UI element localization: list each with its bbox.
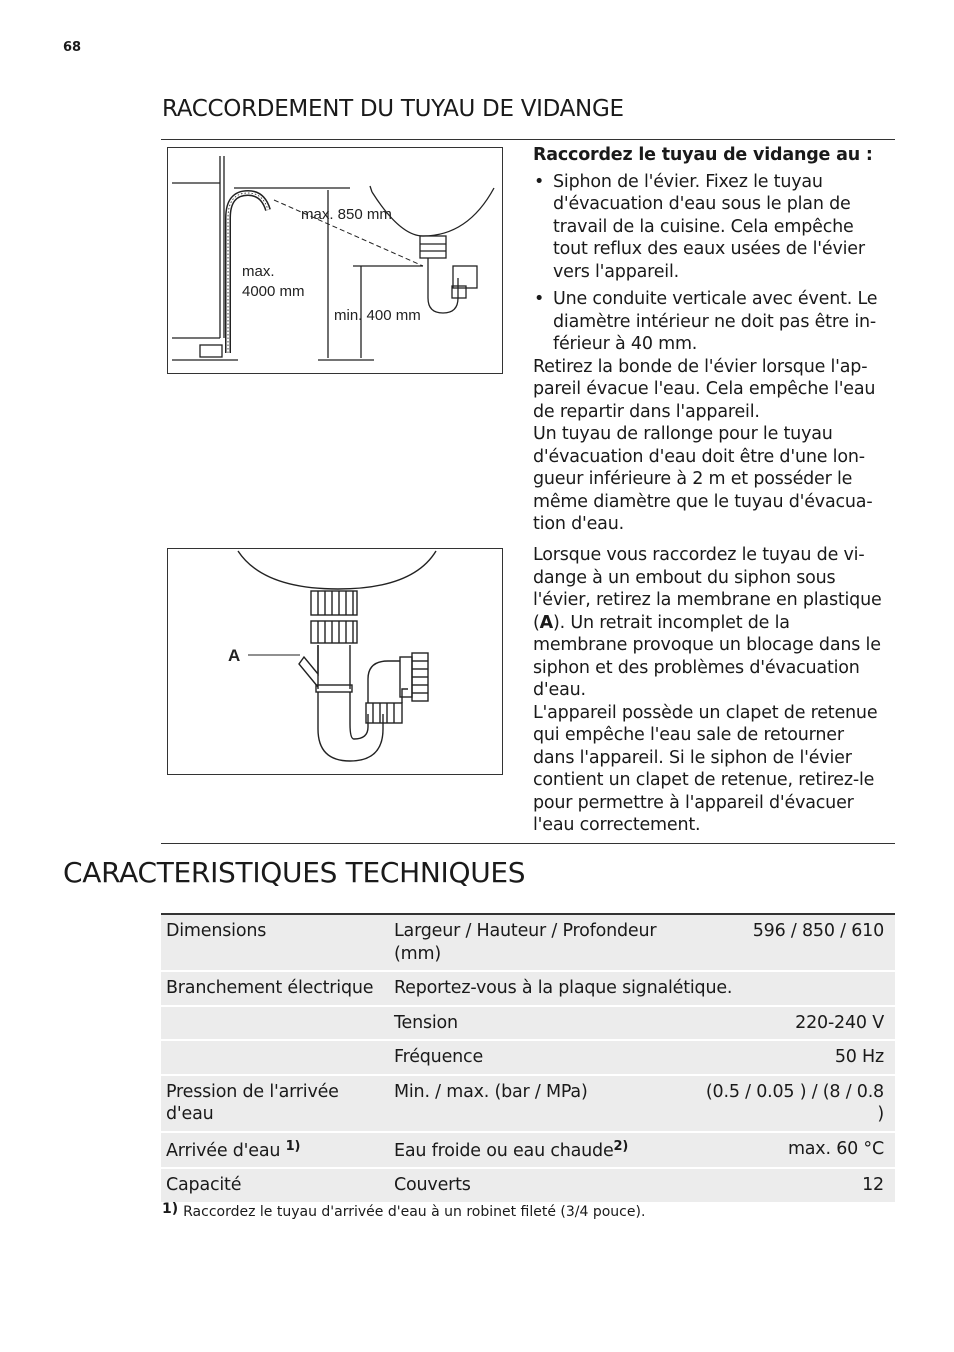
label-min-400: min. 400 mm — [334, 307, 421, 324]
label-max-4000-line2: 4000 mm — [242, 283, 305, 300]
paragraph-membrane: Lorsque vous raccordez le tuyau de vidange à un embout du siphon sous l'évier, retirez la membrane en plastique (A). Un retrait incomplet de la membrane provoque un blocage dans le siphon et des problèmes d'évacuation d'eau. — [533, 545, 882, 700]
table-row: Pression de l'arrivée d'eau Min. / max. (bar / MPa) (0.5 / 0.05 ) / (8 / 0.8 ) — [161, 1075, 895, 1132]
table-row: Tension 220-240 V — [161, 1006, 895, 1041]
drain-height-drawing — [168, 148, 502, 373]
intro-bold: Raccordez le tuyau de vidange au : — [533, 145, 873, 165]
siphon-detail-diagram — [167, 548, 503, 775]
section-bottom-rule — [161, 843, 895, 844]
connection-options-list — [533, 171, 889, 356]
section-title: RACCORDEMENT DU TUYAU DE VIDANGE — [162, 96, 624, 122]
drain-height-diagram — [167, 147, 503, 374]
footnote-text: Raccordez le tuyau d'arrivée d'eau à un robinet fileté (3/4 pouce). — [183, 1204, 646, 1220]
table-row: Dimensions Largeur / Hauteur / Profondeur (mm) 596 / 850 / 610 — [161, 914, 895, 971]
footnote — [162, 1201, 645, 1220]
membrane-ref: A — [539, 612, 553, 633]
section-top-rule — [161, 139, 895, 140]
page-number: 68 — [63, 40, 82, 55]
footnote-ref: 1) — [285, 1138, 301, 1154]
siphon-instructions — [533, 544, 889, 837]
drain-instructions — [533, 144, 889, 536]
siphon-detail-drawing — [168, 549, 502, 774]
label-a: A — [228, 646, 241, 665]
list-item: • Siphon de l'évier. Fixez le tuyau d'évacuation d'eau sous le plan de travail de la cuisine. Cela empêche tout reflux des eaux usées de l'évier vers l'appareil. — [533, 171, 889, 284]
label-max-4000-line1: max. — [242, 263, 275, 280]
paragraph-plug: Retirez la bonde de l'évier lorsque l'appareil évacue l'eau. Cela empêche l'eau de repartir dans l'appareil. — [533, 356, 876, 422]
footnote-mark: 1) — [162, 1201, 179, 1217]
table-row: Capacité Couverts 12 — [161, 1168, 895, 1203]
label-max-850: max. 850 mm — [301, 206, 392, 223]
specs-table — [161, 913, 895, 1204]
table-row: Fréquence 50 Hz — [161, 1040, 895, 1075]
table-row: Arrivée d'eau $^{1)}$ Eau froide ou eau chaude$^{2)}$ max. 60 °C — [161, 1132, 895, 1169]
list-item: • Une conduite verticale avec évent. Le diamètre intérieur ne doit pas être inférieur à 40 mm. — [533, 288, 889, 356]
table-row: Branchement électrique Reportez-vous à la plaque signalétique. — [161, 971, 895, 1006]
footnote-ref: 2) — [613, 1138, 629, 1154]
paragraph-check-valve: L'appareil possède un clapet de retenue qui empêche l'eau sale de retourner dans l'appareil. Si le siphon de l'évier contient un clapet de retenue, retirez-le pour permettre à l'appareil d'évacuer l'eau correctement. — [533, 702, 878, 835]
paragraph-extension: Un tuyau de rallonge pour le tuyau d'évacuation d'eau doit être d'une longueur inférieure à 2 m et posséder le même diamètre que le tuyau d'évacuation d'eau. — [533, 424, 873, 534]
specs-title: CARACTERISTIQUES TECHNIQUES — [63, 856, 526, 889]
